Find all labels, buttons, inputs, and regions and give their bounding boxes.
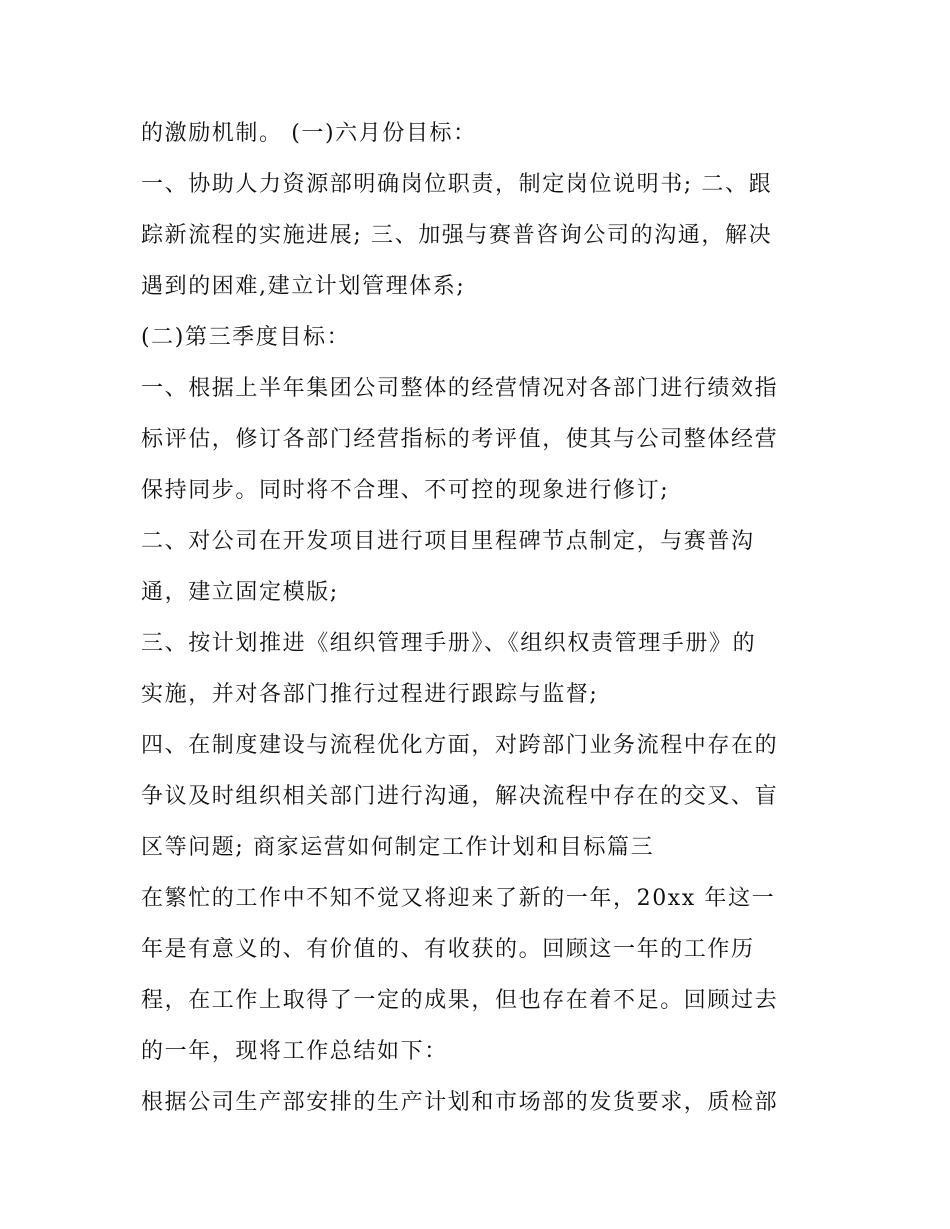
text-line: 二、对公司在开发项目进行项目里程碑节点制定，与赛普沟 [141, 529, 755, 554]
text-line: 程，在工作上取得了一定的成果，但也存在着不足。回顾过去 [141, 988, 779, 1013]
text-line: 的一年，现将工作总结如下： [141, 1039, 448, 1064]
document-body [141, 108, 821, 1128]
text-line: 标评估，修订各部门经营指标的考评值，使其与公司整体经营 [141, 427, 779, 452]
text-line: (二)第三季度目标： [141, 325, 351, 350]
text-line: 争议及时组织相关部门进行沟通，解决流程中存在的交叉、盲 [141, 784, 779, 809]
text-line: 在繁忙的工作中不知不觉又将迎来了新的一年，20xx 年这一 [141, 886, 776, 911]
text-line: 区等问题; 商家运营如何制定工作计划和目标篇三 [141, 835, 655, 860]
text-line: 遇到的困难,建立计划管理体系; [141, 274, 466, 299]
text-line: 根据公司生产部安排的生产计划和市场部的发货要求，质检部 [141, 1090, 779, 1115]
text-line: 的激励机制。 (一)六月份目标： [141, 121, 477, 146]
text-line: 实施，并对各部门推行过程进行跟踪与监督; [141, 682, 599, 707]
text-line: 年是有意义的、有价值的、有收获的。回顾这一年的工作历 [141, 937, 755, 962]
text-line: 踪新流程的实施进展; 三、加强与赛普咨询公司的沟通，解决 [141, 223, 773, 248]
text-line: 一、协助人力资源部明确岗位职责，制定岗位说明书; 二、跟 [141, 172, 773, 197]
text-line: 一、根据上半年集团公司整体的经营情况对各部门进行绩效指 [141, 376, 779, 401]
text-line: 通，建立固定模版; [141, 580, 339, 605]
text-line: 三、按计划推进《组织管理手册》、《组织权责管理手册》的 [141, 631, 757, 656]
text-line: 四、在制度建设与流程优化方面，对跨部门业务流程中存在的 [141, 733, 779, 758]
text-line: 保持同步。同时将不合理、不可控的现象进行修订; [141, 478, 670, 503]
